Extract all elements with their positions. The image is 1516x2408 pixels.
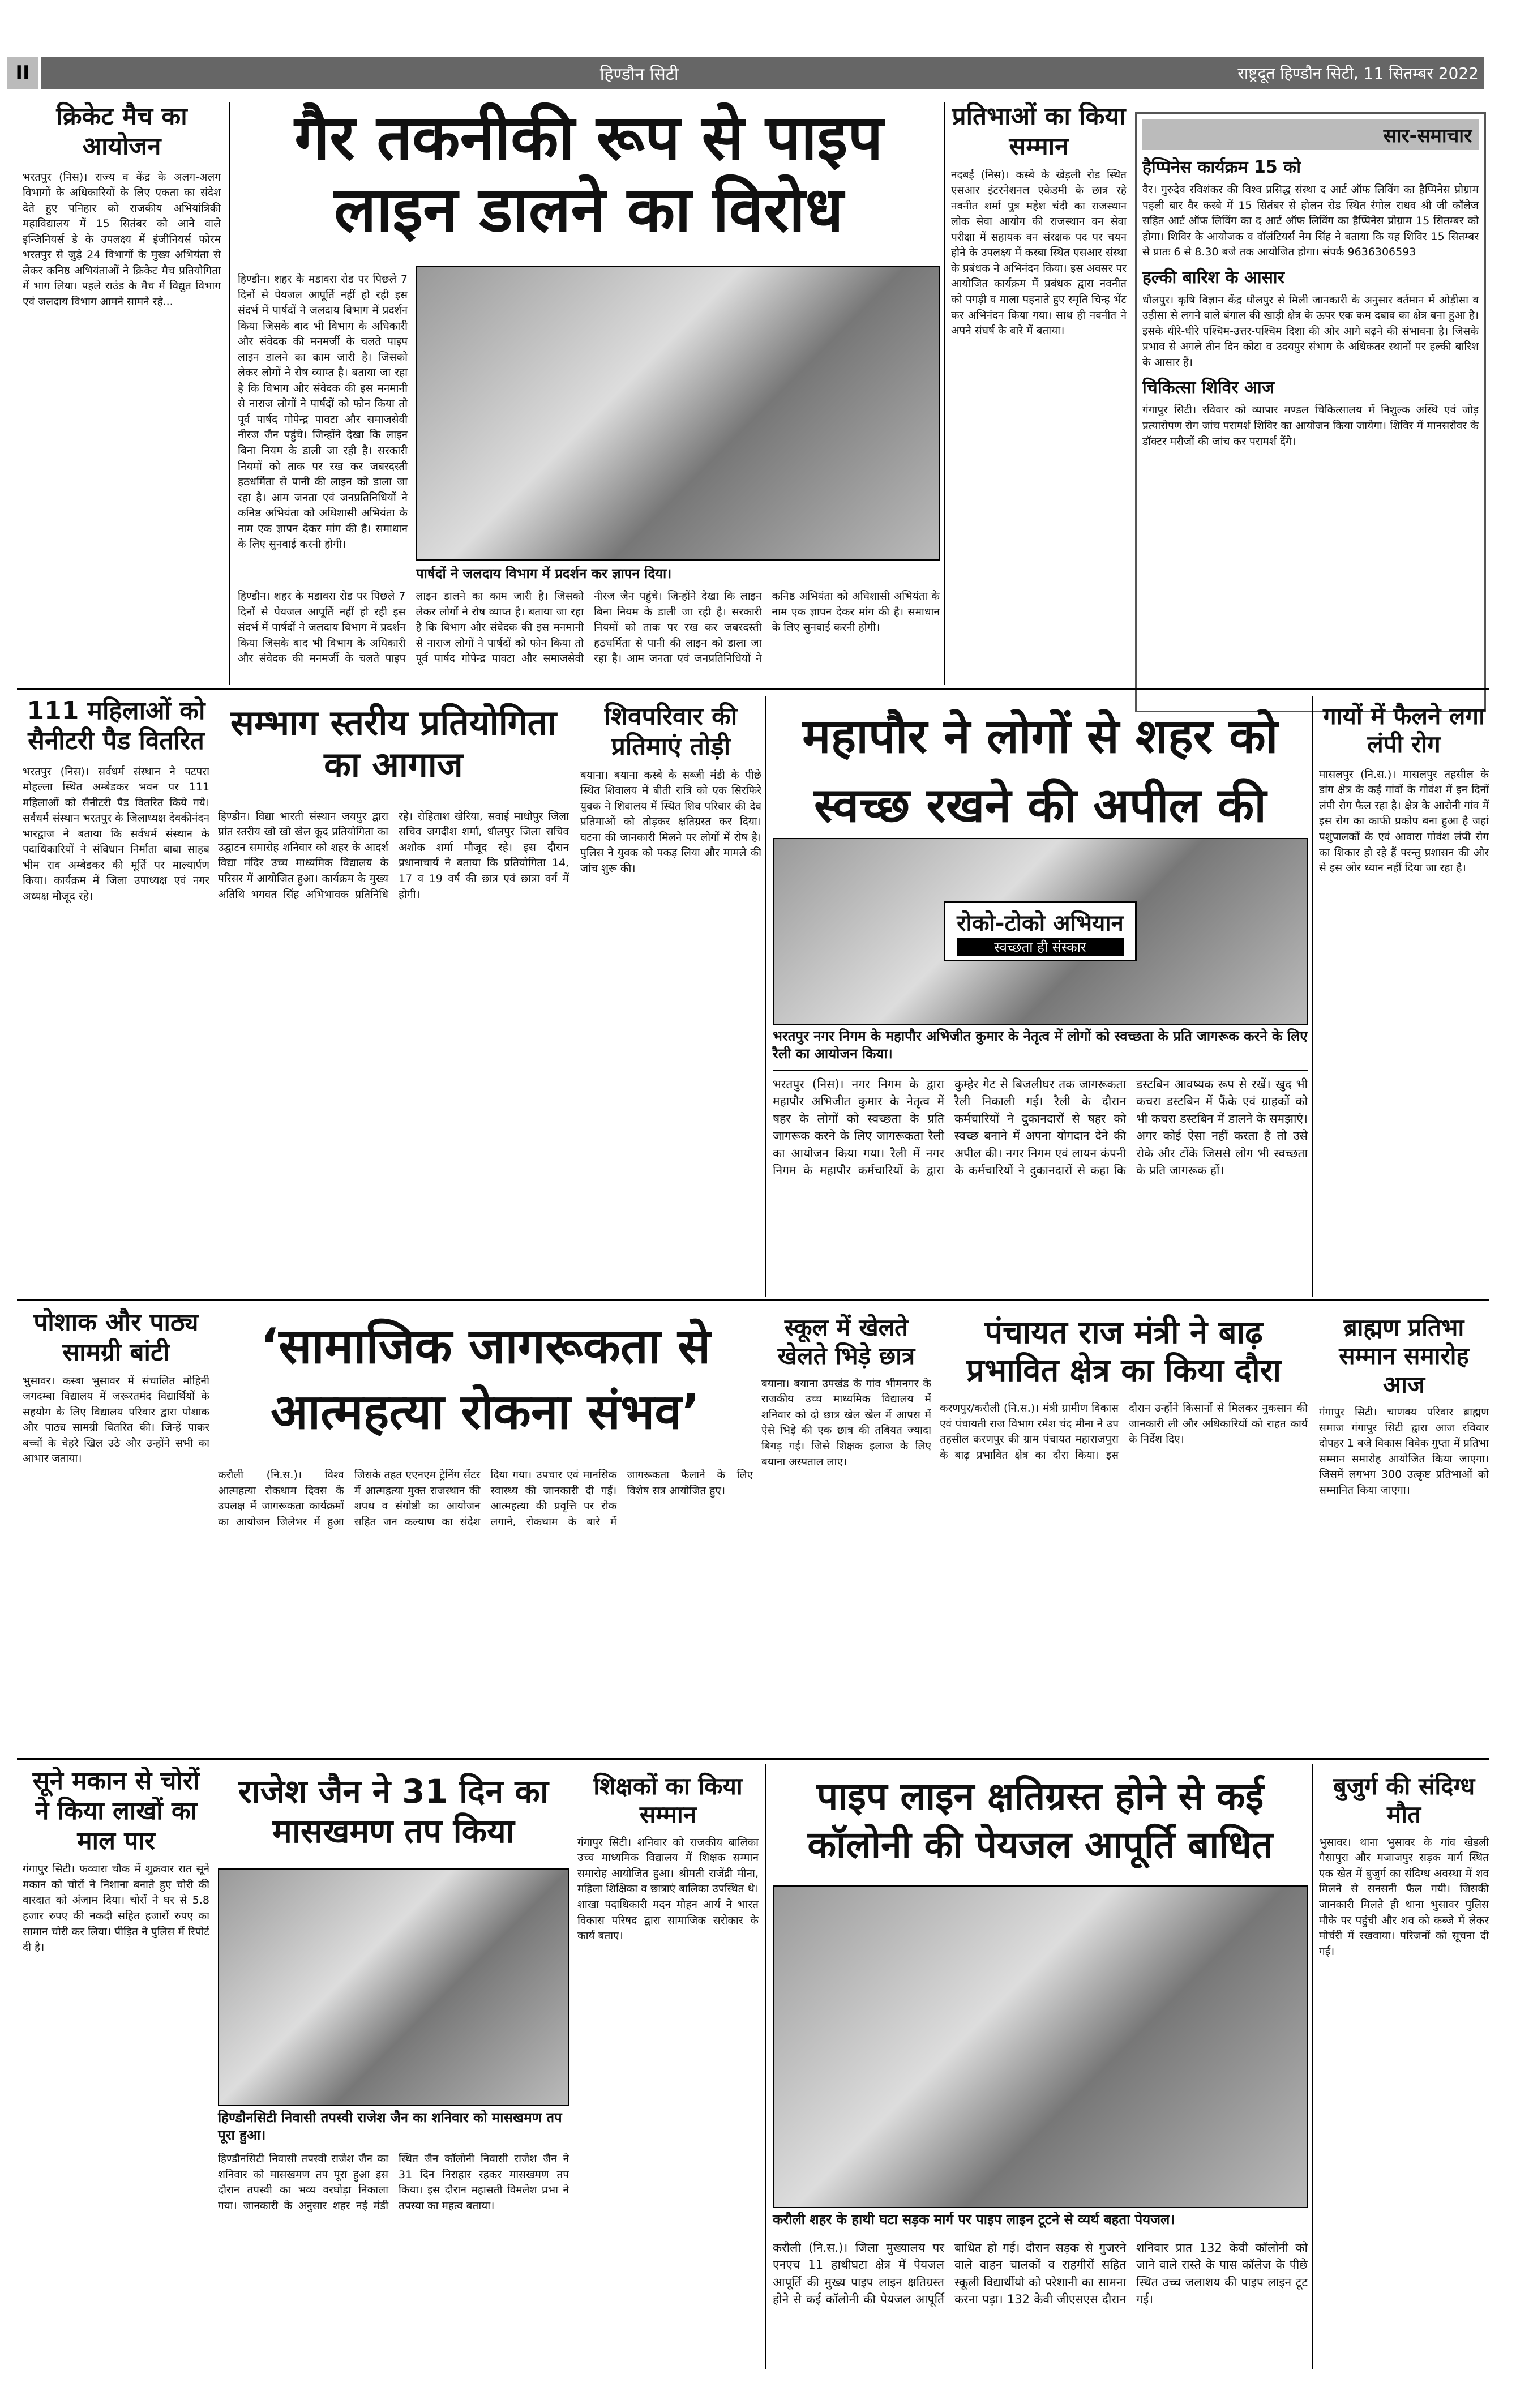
headline: प्रतिभाओं का किया सम्मान xyxy=(952,102,1126,161)
column-divider xyxy=(765,696,766,1297)
column-divider xyxy=(765,1764,766,2369)
headline: पोशाक और पाठ्य सामग्री बांटी xyxy=(33,1308,199,1367)
article-brahman xyxy=(1319,1314,1489,1767)
page-header xyxy=(7,57,1484,89)
article-rajesh xyxy=(218,1772,569,1851)
dateline: राष्ट्रदूत हिण्डौन सिटी, 11 सितम्बर 2022 xyxy=(1237,64,1479,83)
brief-title: चिकित्सा शिविर आज xyxy=(1142,378,1274,398)
article-shivparivar xyxy=(580,702,761,1249)
headline: राजेश जैन ने 31 दिन का मासखमण तप किया xyxy=(238,1772,549,1850)
section-tag: सार-समाचार xyxy=(1142,119,1479,150)
article-pratibha xyxy=(951,102,1127,677)
column-divider xyxy=(1312,1764,1313,2369)
article-body: करौली (नि.स.)। जिला मुख्यालय पर एनएच 11 हाथीघटा क्षेत्र में पेयजल आपूर्ति की मुख्य पाइप लाइन क्षतिग्रस्त होने से कई कॉलोनी की पेयजल आपूर्ति बाधित हो गई। दौरान सड़क से गुजरने वाले वाहन चालकों व राहगीरों सहित स्कूली विद्यार्थीयो को परेशानी का सामना करना पड़ा। 132 केवी जीएसएस दौरान शनिवार प्रात 132 केवी कॉलोनी को जाने वाले रास्ते के पास कॉलेज के पीछे स्थित उच्च जलाशय की पाइप लाइन टूट गई। xyxy=(773,2241,1308,2307)
article-peyjal xyxy=(773,1772,1308,1870)
saar-samachar-box xyxy=(1135,112,1486,712)
divider xyxy=(773,1070,1308,1071)
article-body: बयाना। बयाना कस्बे के सब्जी मंडी के पीछे स्थित शिवालय में बीती रात्रि को एक सिरफिरे युवक ने शिवालय में स्थित शिव परिवार की देव प्रतिमाओं को तोड़कर क्षतिग्रस्त कर दिया। घटना की जानकारी मिलने पर लोगों में रोष है। पुलिस ने युवक को पकड़ लिया और मामले की जांच शुरू की। xyxy=(580,768,761,875)
article-buzurg xyxy=(1319,1772,1489,2345)
article-chori xyxy=(23,1767,209,2360)
article-sambhag xyxy=(218,702,569,1251)
article-panchayat xyxy=(940,1314,1308,1735)
photo-caption: करौली शहर के हाथी घटा सड़क मार्ग पर पाइप लाइन टूटने से व्यर्थ बहता पेयजल। xyxy=(773,2212,1175,2227)
headline: शिक्षकों का किया सम्मान xyxy=(593,1772,743,1829)
article-body: नदबई (निस)। कस्बे के खेड़ली रोड स्थित एसआर इंटरनेशनल एकेडमी के छात्र रहे नवनीत शर्मा पुत्र महेश चंदी का राजस्थान लोक सेवा आयोग की राजस्थान वन सेवा परीक्षा में सहायक वन संरक्षक पद पर चयन होने के उपलक्ष्य में कस्बा स्थित एसआर संस्था के प्रबंधक ने अभिनंदन किया। इस अवसर पर आयोजित कार्यक्रम में प्रबंधक द्वारा नवनीत को पगड़ी व माला पहनाते हुए स्मृति चिन्ह भेंट कर अभिनंदन किया गया। साथ ही नवनीत ने अपने संघर्ष के बारे में बताया। xyxy=(951,168,1127,337)
protest-photo xyxy=(416,266,940,561)
row-divider xyxy=(17,688,1489,690)
article-body: भुसावर। थाना भुसावर के गांव खेडली गैसापुरा और मजाजपुर सड़क मार्ग स्थित एक खेत में बुजुर्ग का संदिग्ध अवस्था में शव मिलने से सनसनी फैल गयी। जिसकी जानकारी मिलते ही थाना भुसावर पुलिस मौके पर पहुंची और शव को कब्जे में लेकर मोर्चरी में रखवाया। परिजनों को सूचना दी गई। xyxy=(1319,1836,1489,1958)
tapasvi-photo xyxy=(218,1868,569,2106)
article-body: हिण्डौन। विद्या भारती संस्थान जयपुर द्वारा प्रांत स्तरीय खो खो खेल कूद प्रतियोगिता का उद्घाटन समारोह शनिवार को शहर के आदर्श विद्या मंदिर उच्च माध्यमिक विद्यालय के परिसर में आयोजित हुआ। कार्यक्रम के मुख्य अतिथि भगवत सिंह अभिभावक प्रतिनिधि रहे। रोहिताश खेरिया, सवाई माधोपुर जिला सचिव जगदीश शर्मा, धौलपुर जिला सचिव अशोक शर्मा मौजूद रहे। इस दौरान प्रधानाचार्य ने बताया कि प्रतियोगिता 14, 17 व 19 वर्ष की छात्र एवं छात्रा वर्ग में होगी। xyxy=(218,810,569,901)
article-body: करणपुर/करौली (नि.स.)। मंत्री ग्रामीण विकास एवं पंचायती राज विभाग रमेश चंद मीना ने उप तहसील करणपुर की ग्राम पंचायत महाराजपुरा के बाढ़ प्रभावित क्षेत्र का दौरा किया। इस दौरान उन्होंने किसानों से मिलकर नुकसान की जानकारी ली और अधिकारियों को राहत कार्य के निर्देश दिए। xyxy=(940,1402,1308,1462)
headline: ब्राह्मण प्रतिभा सम्मान समारोह आज xyxy=(1339,1314,1469,1398)
article-school xyxy=(761,1314,931,1739)
brief-body: वैर। गुरुदेव रविशंकर की विश्व प्रसिद्ध संस्था द आर्ट ऑफ लिविंग का हैप्पिनेस प्रोग्राम पहली बार वैर कस्बे में 15 सितंबर से होलन रोड स्थित रंगोल राधव श्री जी कॉलेज सहित आर्ट ऑफ लिविंग का द आर्ट ऑफ लिविंग का हैप्पिनेस प्रोग्राम 15 सितम्बर को होगा। शिविर के आयोजक व वॉलंटियर्स नेम सिंह ने बताया कि यह शिविर 15 सितम्बर से प्रातः 6 से 8.30 बजे तक आयोजित होगा। संपर्क 9636306593 xyxy=(1142,183,1479,259)
photo-caption: भरतपुर नगर निगम के महापौर अभिजीत कुमार के नेतृत्व में लोगों को स्वच्छता के प्रति जागरूक करने के लिए रैली का आयोजन किया। xyxy=(773,1028,1308,1062)
broken-pipeline-photo xyxy=(773,1885,1308,2208)
brief-title: हैप्पिनेस कार्यक्रम 15 को xyxy=(1142,157,1301,177)
headline: शिवपरिवार की प्रतिमाएं तोड़ी xyxy=(604,702,738,761)
article-body: हिण्डौन। शहर के मडावरा रोड पर पिछले 7 दिनों से पेयजल आपूर्ति नहीं हो रही इस संदर्भ में पार्षदों ने जलदाय विभाग में प्रदर्शन किया जिसके बाद भी विभाग के अधिकारी और संवेदक की मनमर्जी के चलते पाइप लाइन डालने का काम जारी है। जिसको लेकर लोगों ने रोष व्याप्त है। बताया जा रहा है कि विभाग और संवेदक की इस मनमानी से नाराज लोगों ने पार्षदों को फोन किया तो पूर्व पार्षद गोपेन्द्र पावटा और समाजसेवी नीरज जैन पहुंचे। जिन्होंने देखा कि लाइन बिना नियम के डाली जा रही है। सरकारी नियमों को ताक पर रख कर जबरदस्ती हठधर्मिता से पानी की लाइन को डाला जा रहा है। आम जनता एवं जनप्रतिनिधियों ने कनिष्ठ अभियंता को अधिशासी अभियंता के नाम एक ज्ञापन देकर मांग की है। समाधान के लिए सुनवाई करनी होगी। xyxy=(238,273,408,551)
article-body: भरतपुर (निस)। नगर निगम के द्वारा महापौर अभिजीत कुमार के नेतृत्व में षहर के लोगों को स्वच्छता के प्रति जागरूक करने के लिए जागरूकता रैली का आयोजन किया गया। रैली में नगर निगम के महापौर कर्मचारियों के द्वारा कुम्हेर गेट से बिजलीघर तक जागरूकता रैली निकाली गई। रैली के दौरान कर्मचारियों ने दुकानदारों से षहर को स्वच्छ बनाने में अपना योगदान देने की अपील की। नगर निगम एवं लायन कंपनी के कर्मचारियों ने दुकानदारों से कहा कि डस्टबिन आवष्यक रूप से रखें। खुद भी कचरा डस्टबिन में फैंके एवं ग्राहकों को भी कचरा डस्टबिन में डालने के समझाएं। अगर कोई ऐसा नहीं करता है तो उसे रोके और टोंके जिससे लोग भी स्वच्छता के प्रति जागरूक हों। xyxy=(773,1077,1308,1178)
headline: सम्भाग स्तरीय प्रतियोगिता का आगाज xyxy=(230,702,557,786)
headline: ‘सामाजिक जागरूकता से आत्महत्या रोकना संभव’ xyxy=(260,1318,711,1441)
page-number: II xyxy=(7,57,41,89)
rally-photo xyxy=(773,838,1308,1025)
headline: गैर तकनीकी रूप से पाइप लाइन डालने का विरोध xyxy=(294,101,883,246)
photo-caption: पार्षदों ने जलदाय विभाग में प्रदर्शन कर ज्ञापन दिया। xyxy=(416,566,672,581)
row-divider xyxy=(17,1758,1489,1760)
rally-banner xyxy=(944,901,1137,961)
article-body: गंगापुर सिटी। चाणक्य परिवार ब्राह्मण समाज गंगापुर सिटी द्वारा आज रविवार दोपहर 1 बजे विकास विवेक गुप्ता में प्रतिभा सम्मान समारोह आयोजित किया जाएगा। जिसमें लगभग 300 उत्कृष्ट प्रतिभाओं को सम्मानित किया जाएगा। xyxy=(1319,1406,1489,1496)
column-divider xyxy=(1312,696,1313,1297)
section-title: हिण्डौन सिटी xyxy=(599,64,679,84)
column-divider xyxy=(229,102,230,685)
article-lumpy xyxy=(1319,702,1489,1260)
article-body: मासलपुर (नि.स.)। मासलपुर तहसील के डांग क्षेत्र के कई गांवों के गोवंश में इन दिनों लंपी रोग फैल रहा है। क्षेत्र के आरोनी गांव में इस रोग का काफी प्रकोप बना हुआ है जहां पशुपालकों के एवं आवारा गोवंश लंपी रोग का शिकार हो रहे हैं परन्तु प्रशासन की ओर से इस ओर ध्यान नहीं दिया जा रहा है। xyxy=(1319,768,1489,875)
brief-title: हल्की बारिश के आसार xyxy=(1142,267,1284,288)
article-pipeline-protest xyxy=(238,102,940,245)
article-body: गंगापुर सिटी। शनिवार को राजकीय बालिका उच्च माध्यमिक विद्यालय में शिक्षक सम्मान समारोह आयोजित हुआ। श्रीमती राजेंद्री मीना, महिला शिक्षिका व छात्राएं बालिका उपस्थित थे। शाखा पदाधिकारी मदन मोहन आर्य ने भारत विकास परिषद द्वारा सामाजिक सरोकार के कार्य बताए। xyxy=(577,1836,759,1943)
article-body: भुसावर। कस्बा भुसावर में संचालित मोहिनी जगदम्बा विद्यालय में जरूरतमंद विद्यार्थियों के सहयोग के लिए विद्यालय परिवार द्वारा पोशाक और पाठ्य सामग्री वितरित की। जिन्हें पाकर बच्चों के चेहरे खिल उठे और उन्होंने सभी का आभार जताया। xyxy=(23,1374,209,1465)
headline: सूने मकान से चोरों ने किया लाखों का माल पार xyxy=(32,1767,200,1855)
headline: गायों में फैलने लगा लंपी रोग xyxy=(1323,702,1485,759)
article-poshak xyxy=(23,1308,209,1713)
article-body: हिण्डौनसिटी निवासी तपस्वी राजेश जैन का शनिवार को मासखमण तप पूरा हुआ इस दौरान तपस्वी का भव्य वरघोड़ा निकाला गया। जानकारी के अनुसार शहर नई मंडी स्थित जैन कॉलोनी निवासी राजेश जैन ने 31 दिन निराहार रहकर मासखमण तप किया। इस दौरान महासती विमलेश प्रभा ने तपस्या का महत्व बताया। xyxy=(218,2153,569,2212)
article-sanitary xyxy=(23,696,209,1246)
headline: स्कूल में खेलते खेलते भिड़े छात्र xyxy=(777,1314,915,1370)
banner-text: रोको-टोको अभियान xyxy=(957,910,1124,936)
headline: 111 महिलाओं को सैनीटरी पैड वितरित xyxy=(27,696,205,755)
banner-subtext: स्वच्छता ही संस्कार xyxy=(957,938,1124,956)
article-body: बयाना। बयाना उपखंड के गांव भीमनगर के राजकीय उच्च माध्यमिक विद्यालय में शनिवार को दो छात्र खेल खेल में आपस में ऐसे भिड़े की एक छात्र की तबियत ज्यादा बिगड़ गई। जिसे शिक्षक इलाज के लिए बयाना अस्पताल लाए। xyxy=(761,1377,931,1468)
photo-caption: हिण्डौनसिटी निवासी तपस्वी राजेश जैन का शनिवार को मासखमण तप पूरा हुआ। xyxy=(218,2110,562,2144)
article-body: गंगापुर सिटी। फव्वारा चौक में शुक्रवार रात सूने मकान को चोरों ने निशाना बनाते हुए चोरी की वारदात को अंजाम दिया। चोरों ने घर से 5.8 हजार रुपए की नकदी सहित हजारों रुपए का सामान चोरी कर लिया। पीड़ित ने पुलिस में रिपोर्ट दी है। xyxy=(23,1863,209,1954)
brief-body: गंगापुर सिटी। रविवार को व्यापार मण्डल चिकित्सालय में निशुल्क अस्थि एवं जोड़ प्रत्यारोपण रोग जांच परामर्श शिविर का आयोजन किया जायेगा। शिविर में मानसरोवर के डॉक्टर मरीजों की जांच कर परामर्श देंगे। xyxy=(1142,404,1479,448)
article-body: करौली (नि.स.)। विश्व आत्महत्या रोकथाम दिवस के उपलक्ष में जागरूकता कार्यक्रमों का आयोजन जिलेभर में हुआ जिसके तहत एएनएम ट्रेनिंग सेंटर में आत्महत्या मुक्त राजस्थान की शपथ व संगोष्ठी का आयोजन सहित जन कल्याण का संदेश दिया गया। उपचार एवं मानसिक स्वास्थ्य की जानकारी दी गई। आत्महत्या की प्रवृत्ति पर रोक लगाने, रोकथाम के बारे में जागरूकता फैलाने के लिए विशेष सत्र आयोजित हुए। xyxy=(218,1469,753,1528)
headline: बुजुर्ग की संदिग्ध मौत xyxy=(1333,1772,1475,1829)
row-divider xyxy=(17,1299,1489,1301)
brief-body: धौलपुर। कृषि विज्ञान केंद्र धौलपुर से मिली जानकारी के अनुसार वर्तमान में ओड़ीसा व उड़ीसा से लगने वाले बंगाल की खाड़ी क्षेत्र के ऊपर एक कम दबाव का क्षेत्र बना हुआ है। इसके धीरे-धीरे पश्चिम-उत्तर-पश्चिम दिशा की ओर आगे बढ़ने की संभावना है। जिसके प्रभाव से अगले तीन दिन कोटा व उदयपुर संभाग के अधिकतर स्थानों पर हल्की बारिश के आसार हैं। xyxy=(1142,293,1479,369)
article-body: भरतपुर (निस)। राज्य व केंद्र के अलग-अलग विभागों के अधिकारियों के लिए एकता का संदेश देते हुए पनिहार को राजकीय अभियांत्रिकी महाविद्यालय में 15 सितंबर को आने वाले इन्जिनियर्स डे के उपलक्ष्य में इंजीनियर्स फोरम भरतपुर से जुड़े 24 विभागों के मुख्य अभियंता से लेकर कनिष्ठ अभियंताओं ने क्रिकेट मैच प्रतियोगिता में भाग लिया। पहले राउंड के मैच में विद्युत विभाग एवं जलदाय विभाग आमने सामने रहे... xyxy=(23,170,221,308)
article-shikshak xyxy=(577,1772,759,2345)
article-body-continued: हिण्डौन। शहर के मडावरा रोड पर पिछले 7 दिनों से पेयजल आपूर्ति नहीं हो रही इस संदर्भ में पार्षदों ने जलदाय विभाग में प्रदर्शन किया जिसके बाद भी विभाग के अधिकारी और संवेदक की मनमर्जी के चलते पाइप लाइन डालने का काम जारी है। जिसको लेकर लोगों ने रोष व्याप्त है। बताया जा रहा है कि विभाग और संवेदक की इस मनमानी से नाराज लोगों ने पार्षदों को फोन किया तो पूर्व पार्षद गोपेन्द्र पावटा और समाजसेवी नीरज जैन पहुंचे। जिन्होंने देखा कि लाइन बिना नियम के डाली जा रही है। सरकारी नियमों को ताक पर रख कर जबरदस्ती हठधर्मिता से पानी की लाइन को डाला जा रहा है। आम जनता एवं जनप्रतिनिधियों ने कनिष्ठ अभियंता को अधिशासी अभियंता के नाम एक ज्ञापन देकर मांग की है। समाधान के लिए सुनवाई करनी होगी। xyxy=(238,590,940,665)
article-mahapaur xyxy=(773,702,1308,840)
article-cricket xyxy=(23,102,221,679)
headline: पाइप लाइन क्षतिग्रस्त होने से कई कॉलोनी की पेयजल आपूर्ति बाधित xyxy=(807,1774,1273,1867)
headline: महापौर ने लोगों से शहर को स्वच्छ रखने की अपील की xyxy=(802,708,1278,833)
headline: क्रिकेट मैच का आयोजन xyxy=(56,102,187,161)
article-body: भरतपुर (निस)। सर्वधर्म संस्थान ने पटपरा मोहल्ला स्थित अम्बेडकर भवन पर 111 महिलाओं को सैनीटरी पैड वितरित किये गये। सर्वधर्म संस्थान भरतपुर के जिलाध्यक्ष देवकीनंदन भारद्वाज ने बताया कि सर्वधर्म संस्थान के पदाधिकारियों ने संविधान निर्माता बाबा साहब भीम राव अम्बेडकर की मूर्ति पर माल्यार्पण किया। कार्यक्रम में जिला उपाध्यक्ष एवं नगर अध्यक्ष मौजूद रहे। xyxy=(23,765,209,903)
article-samajik xyxy=(218,1314,753,1762)
headline: पंचायत राज मंत्री ने बाढ़ प्रभावित क्षेत्र का किया दौरा xyxy=(966,1314,1281,1389)
column-divider xyxy=(944,102,945,685)
